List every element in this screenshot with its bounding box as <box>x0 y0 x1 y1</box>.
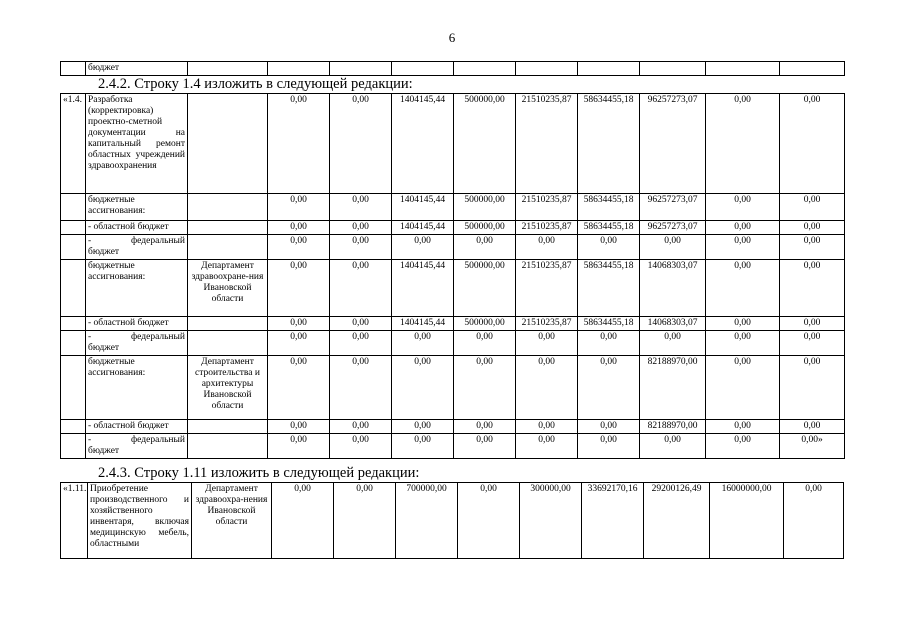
value-cell: 96257273,07 <box>640 94 706 194</box>
value-cell: 0,00 <box>706 235 780 260</box>
row-number <box>61 221 86 235</box>
value-cell: 0,00 <box>268 260 330 317</box>
label-part: бюджет <box>88 247 120 257</box>
value-cell: 0,00 <box>578 331 640 356</box>
row-label: бюджетные ассигнования: <box>86 356 188 420</box>
executor-cell <box>188 420 268 434</box>
table-row <box>61 235 845 260</box>
row-number <box>61 331 86 356</box>
value-cell: 58634455,18 <box>578 94 640 194</box>
value-cell: 21510235,87 <box>516 317 578 331</box>
value-cell: 0,00 <box>640 331 706 356</box>
value-cell: 0,00 <box>578 434 640 459</box>
value-cell: 0,00 <box>330 356 392 420</box>
label-part: федеральный <box>131 236 185 246</box>
value-cell: 0,00 <box>780 356 845 420</box>
value-cell: 0,00 <box>516 235 578 260</box>
row-number <box>61 434 86 459</box>
value-cell: 0,00 <box>334 483 396 559</box>
federal-budget-label <box>88 236 185 247</box>
table-row <box>61 356 845 420</box>
value-cell: 16000000,00 <box>710 483 784 559</box>
table-row <box>61 221 845 235</box>
row-label: бюджет <box>86 62 188 76</box>
row-label <box>86 434 188 459</box>
value-cell: 0,00 <box>780 235 845 260</box>
value-cell: 0,00 <box>268 434 330 459</box>
value-cell: 0,00 <box>268 420 330 434</box>
value-cell: 0,00 <box>392 356 454 420</box>
value-cell: 29200126,49 <box>644 483 710 559</box>
value-cell: 500000,00 <box>454 317 516 331</box>
value-cell: 0,00 <box>330 221 392 235</box>
value-cell: 14068303,07 <box>640 260 706 317</box>
value-cell: 300000,00 <box>520 483 582 559</box>
value-cell: 1404145,44 <box>392 317 454 331</box>
value-cell: 0,00 <box>706 260 780 317</box>
value-cell: 14068303,07 <box>640 317 706 331</box>
table-row <box>61 434 845 459</box>
value-cell: 0,00 <box>392 331 454 356</box>
value-cell: 0,00 <box>330 331 392 356</box>
value-cell: 0,00 <box>268 221 330 235</box>
label-part: - <box>88 236 92 246</box>
value-cell: 0,00 <box>706 356 780 420</box>
value-cell: 82188970,00 <box>640 356 706 420</box>
value-cell: 21510235,87 <box>516 260 578 317</box>
label-part: бюджет <box>88 343 120 353</box>
executor-cell <box>188 221 268 235</box>
value-cell: 0,00 <box>780 194 845 221</box>
executor-cell <box>188 331 268 356</box>
value-cell: 500000,00 <box>454 94 516 194</box>
row-label: бюджетные ассигнования: <box>86 194 188 221</box>
value-cell: 96257273,07 <box>640 221 706 235</box>
value-cell: 0,00 <box>780 94 845 194</box>
row-number: «1.11. <box>61 483 88 559</box>
row-label <box>86 331 188 356</box>
row-number <box>61 420 86 434</box>
executor-cell <box>188 194 268 221</box>
value-cell: 0,00 <box>780 260 845 317</box>
value-cell: 0,00 <box>458 483 520 559</box>
value-cell: 58634455,18 <box>578 260 640 317</box>
page-number: 6 <box>448 30 456 45</box>
value-cell: 0,00 <box>640 434 706 459</box>
value-cell: 0,00 <box>268 356 330 420</box>
value-cell: 21510235,87 <box>516 194 578 221</box>
value-cell: 700000,00 <box>396 483 458 559</box>
row-label: бюджетные ассигнования: <box>86 260 188 317</box>
value-cell: 21510235,87 <box>516 94 578 194</box>
value-cell: 96257273,07 <box>640 194 706 221</box>
value-cell: 0,00 <box>454 434 516 459</box>
table-row <box>61 331 845 356</box>
value-cell: 58634455,18 <box>578 194 640 221</box>
value-cell: 0,00 <box>578 420 640 434</box>
row-number: «1.4. <box>61 94 86 194</box>
value-cell: 0,00 <box>330 260 392 317</box>
value-cell: 0,00 <box>706 94 780 194</box>
value-cell: 21510235,87 <box>516 221 578 235</box>
value-cell: 33692170,16 <box>582 483 644 559</box>
label-part: федеральный <box>131 332 185 342</box>
table-row <box>61 420 845 434</box>
value-cell: 0,00 <box>516 356 578 420</box>
value-cell: 58634455,18 <box>578 221 640 235</box>
row-number <box>61 194 86 221</box>
value-cell: 0,00 <box>706 331 780 356</box>
top-table-fragment <box>60 61 845 76</box>
row-number <box>61 317 86 331</box>
value-cell: 0,00 <box>268 94 330 194</box>
value-cell: 0,00 <box>578 356 640 420</box>
table-row <box>61 317 845 331</box>
executor-cell: Департамент здравоохра-нения Ивановской области <box>192 483 272 559</box>
row-label: Приобретение производственного и хозяйственного инвентаря, включая медицинскую мебель, областными <box>88 483 192 559</box>
section-heading-2-4-3: 2.4.3. Строку 1.11 изложить в следующей редакции: <box>98 465 420 481</box>
row-label <box>86 235 188 260</box>
section-heading-2-4-2: 2.4.2. Строку 1.4 изложить в следующей редакции: <box>98 76 413 92</box>
value-cell: 0,00 <box>784 483 844 559</box>
value-cell: 0,00 <box>780 317 845 331</box>
table-row <box>61 194 845 221</box>
label-part: федеральный <box>131 435 185 445</box>
value-cell: 0,00 <box>640 235 706 260</box>
table-row <box>61 94 845 194</box>
value-cell: 0,00 <box>330 434 392 459</box>
value-cell: 0,00 <box>516 331 578 356</box>
value-cell: 0,00 <box>330 194 392 221</box>
table-row-1-4 <box>60 93 845 459</box>
value-cell: 500000,00 <box>454 221 516 235</box>
value-cell: 0,00 <box>268 235 330 260</box>
value-cell: 0,00 <box>272 483 334 559</box>
value-cell: 1404145,44 <box>392 194 454 221</box>
value-cell: 0,00 <box>392 434 454 459</box>
value-cell: 0,00 <box>268 331 330 356</box>
row-number <box>61 260 86 317</box>
value-cell: 500000,00 <box>454 194 516 221</box>
value-cell: 0,00 <box>454 356 516 420</box>
table-row <box>61 483 844 559</box>
value-cell: 0,00 <box>330 420 392 434</box>
executor-cell: Департамент строительства и архитектуры Ивановской области <box>188 356 268 420</box>
value-cell: 58634455,18 <box>578 317 640 331</box>
value-cell: 1404145,44 <box>392 260 454 317</box>
value-cell: 1404145,44 <box>392 94 454 194</box>
label-part: - <box>88 332 92 342</box>
executor-cell <box>188 94 268 194</box>
value-cell: 82188970,00 <box>640 420 706 434</box>
value-cell: 0,00 <box>392 235 454 260</box>
value-cell: 0,00 <box>516 420 578 434</box>
federal-budget-label <box>88 332 185 343</box>
value-cell: 0,00» <box>780 434 845 459</box>
value-cell: 0,00 <box>454 235 516 260</box>
value-cell: 0,00 <box>392 420 454 434</box>
table-row-1-11 <box>60 482 844 559</box>
row-label: - областной бюджет <box>86 221 188 235</box>
value-cell: 0,00 <box>268 317 330 331</box>
value-cell: 0,00 <box>706 317 780 331</box>
row-label: - областной бюджет <box>86 420 188 434</box>
value-cell: 0,00 <box>780 420 845 434</box>
value-cell: 0,00 <box>454 420 516 434</box>
value-cell: 0,00 <box>578 235 640 260</box>
value-cell: 500000,00 <box>454 260 516 317</box>
value-cell: 0,00 <box>454 331 516 356</box>
value-cell: 0,00 <box>268 194 330 221</box>
value-cell: 0,00 <box>330 317 392 331</box>
row-number <box>61 356 86 420</box>
federal-budget-label <box>88 435 185 446</box>
value-cell: 1404145,44 <box>392 221 454 235</box>
value-cell: 0,00 <box>516 434 578 459</box>
value-cell: 0,00 <box>330 94 392 194</box>
value-cell: 0,00 <box>706 194 780 221</box>
value-cell: 0,00 <box>330 235 392 260</box>
executor-cell <box>188 235 268 260</box>
value-cell: 0,00 <box>706 420 780 434</box>
label-part: бюджет <box>88 446 120 456</box>
table-row <box>61 260 845 317</box>
row-label: Разработка (корректировка) проектно-сметной документации на капитальный ремонт областных учреждений здравоохранения <box>86 94 188 194</box>
value-cell: 0,00 <box>706 221 780 235</box>
row-label: - областной бюджет <box>86 317 188 331</box>
value-cell: 0,00 <box>706 434 780 459</box>
label-part: - <box>88 435 92 445</box>
value-cell: 0,00 <box>780 221 845 235</box>
value-cell: 0,00 <box>780 331 845 356</box>
table-row <box>61 62 845 76</box>
executor-cell: Департамент здравоохране-ния Ивановской области <box>188 260 268 317</box>
row-number <box>61 235 86 260</box>
executor-cell <box>188 434 268 459</box>
executor-cell <box>188 317 268 331</box>
